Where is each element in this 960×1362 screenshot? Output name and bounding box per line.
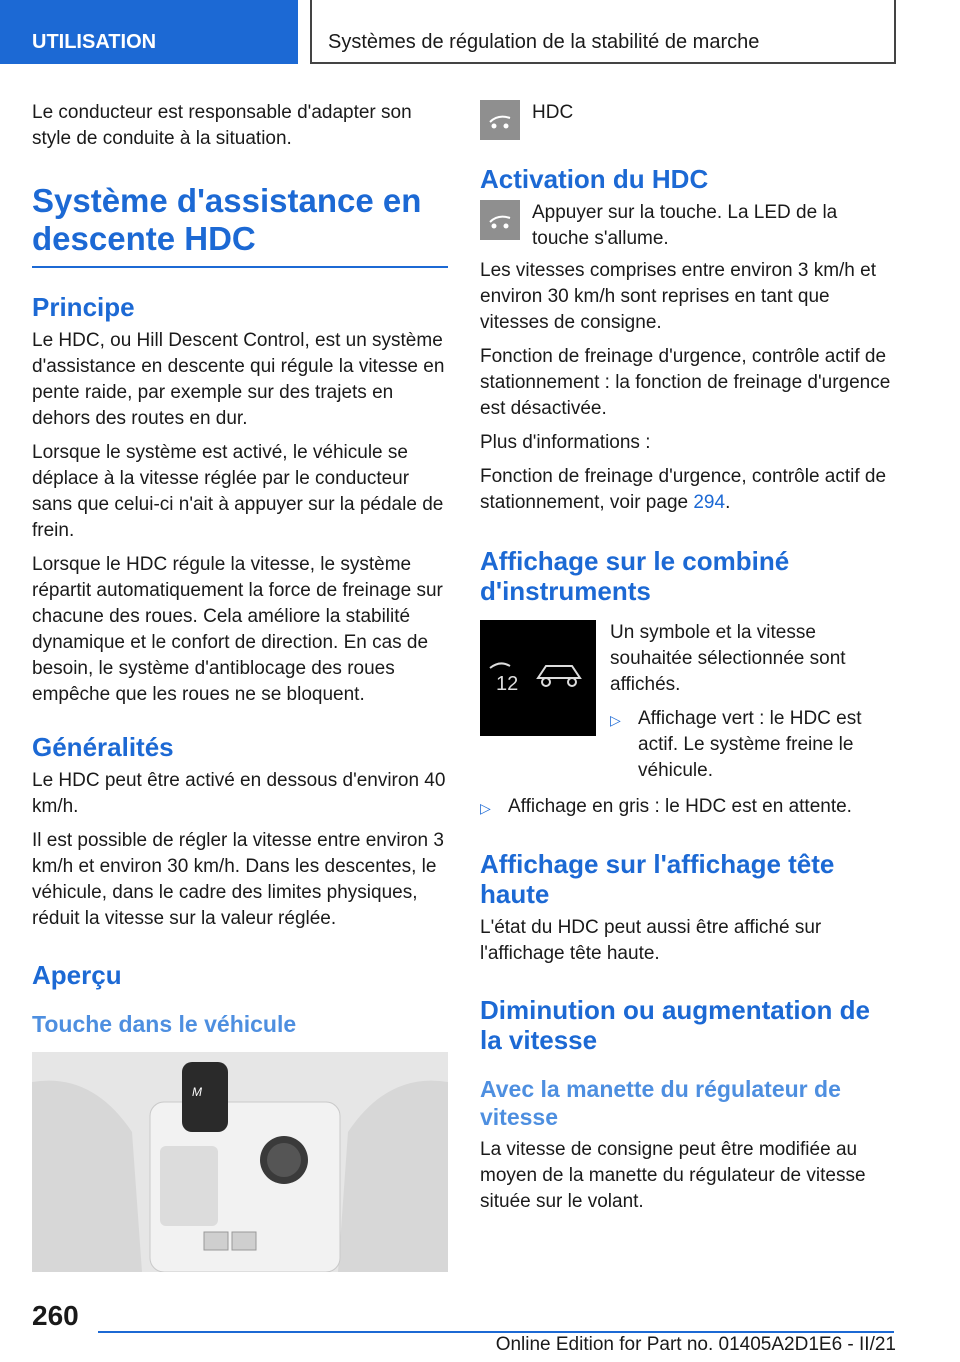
hdc-icon-line bbox=[480, 100, 896, 140]
bullet-text-1: Affichage vert : le HDC est actif. Le système freine le véhicule. bbox=[638, 708, 862, 781]
crossref-end: . bbox=[725, 492, 731, 513]
activation-p2: Fonction de freinage d'urgence, contrôle actif de stationnement : la fonction de freinage d'urgence est désactivée. bbox=[480, 346, 891, 419]
intro-paragraph: Le conducteur est responsable d'adapter son style de conduite à la situation. bbox=[32, 102, 412, 149]
principe-p3: Lorsque le HDC régule la vitesse, le système répartit automatiquement la force de freinage sur chacune des roues. Cela améliore la stabilité dynamique et le confort de direction. En cas de besoin, le système d'antiblocage des roues empêche que les roues ne se bloquent. bbox=[32, 554, 443, 705]
left-column bbox=[32, 100, 448, 1272]
heading-touche: Touche dans le véhicule bbox=[32, 1011, 297, 1037]
bullet-item bbox=[610, 706, 896, 784]
heading-apercu: Aperçu bbox=[32, 960, 122, 990]
heading-activation: Activation du HDC bbox=[480, 164, 709, 194]
triangle-bullet-icon: ▷ bbox=[610, 712, 621, 728]
principe-p2: Lorsque le système est activé, le véhicule se déplace à la vitesse réglée par le conducteur sans que celui-ci n'ait à appuyer sur la pédale de frein. bbox=[32, 442, 444, 541]
principe-p1: Le HDC, ou Hill Descent Control, est un système d'assistance en descente qui régule la vitesse en pente raide, par exemple sur des trajets en dehors des routes en dur. bbox=[32, 330, 445, 429]
svg-text:M: M bbox=[192, 1085, 202, 1099]
cluster-speed: 12 bbox=[496, 673, 519, 695]
chapter-title-label: Systèmes de régulation de la stabilité de marche bbox=[328, 31, 760, 53]
activation-icon-text: Appuyer sur la touche. La LED de la touche s'allume. bbox=[532, 202, 838, 249]
generalites-p1: Le HDC peut être activé en dessous d'environ 40 km/h. bbox=[32, 770, 446, 817]
chapter-title bbox=[310, 0, 896, 64]
heading-hud: Affichage sur l'affichage tête haute bbox=[480, 849, 835, 909]
instrument-cluster-image bbox=[480, 620, 596, 736]
main-title: Système d'assistance en descente HDC bbox=[32, 182, 422, 257]
cluster-text: Un symbole et la vitesse souhaitée sélectionnée sont affichés. bbox=[610, 622, 846, 695]
heading-principe: Principe bbox=[32, 292, 135, 322]
activation-p1: Les vitesses comprises entre environ 3 km/h et environ 30 km/h sont reprises en tant que vitesses de consigne. bbox=[480, 260, 877, 333]
heading-combine: Affichage sur le combiné d'instruments bbox=[480, 546, 790, 606]
page-number: 260 bbox=[32, 1300, 79, 1331]
heading-generalites: Généralités bbox=[32, 732, 174, 762]
heading-vitesse: Diminution ou augmentation de la vitesse bbox=[480, 995, 870, 1055]
activation-p4 bbox=[480, 464, 896, 516]
footer-rule bbox=[98, 1331, 894, 1333]
hdc-button-icon bbox=[480, 100, 520, 140]
section-tab-label: UTILISATION bbox=[32, 31, 157, 53]
bullet-item bbox=[480, 794, 896, 821]
activation-icon-line bbox=[480, 200, 896, 252]
right-column bbox=[480, 100, 896, 1223]
center-console-photo bbox=[32, 1052, 448, 1272]
generalites-p2: Il est possible de régler la vitesse entre environ 3 km/h et environ 30 km/h. Dans les descentes, le véhicule, dans le cadre des limites physiques, réduit la vitesse sur la valeur réglée. bbox=[32, 830, 444, 929]
hud-text: L'état du HDC peut aussi être affiché sur l'affichage tête haute. bbox=[480, 917, 822, 964]
bullet-text-2: Affichage en gris : le HDC est en attente. bbox=[508, 796, 852, 817]
hdc-button-icon bbox=[480, 200, 520, 240]
crossref-text: Fonction de freinage d'urgence, contrôle actif de stationnement, voir page bbox=[480, 466, 887, 513]
heading-manette: Avec la manette du régulateur de vitesse bbox=[480, 1076, 841, 1130]
section-tab bbox=[0, 0, 298, 64]
triangle-bullet-icon: ▷ bbox=[480, 800, 491, 816]
center-console-illustration bbox=[32, 1052, 448, 1272]
edition-label: Online Edition for Part no. 01405A2D1E6 - II/21 bbox=[495, 1334, 896, 1355]
cluster-block bbox=[480, 620, 896, 784]
page-link[interactable]: 294 bbox=[693, 492, 726, 513]
activation-p3: Plus d'informations : bbox=[480, 432, 651, 453]
vitesse-text: La vitesse de consigne peut être modifiée au moyen de la manette du régulateur de vitesse située sur le volant. bbox=[480, 1139, 866, 1212]
hdc-label: HDC bbox=[532, 102, 574, 123]
